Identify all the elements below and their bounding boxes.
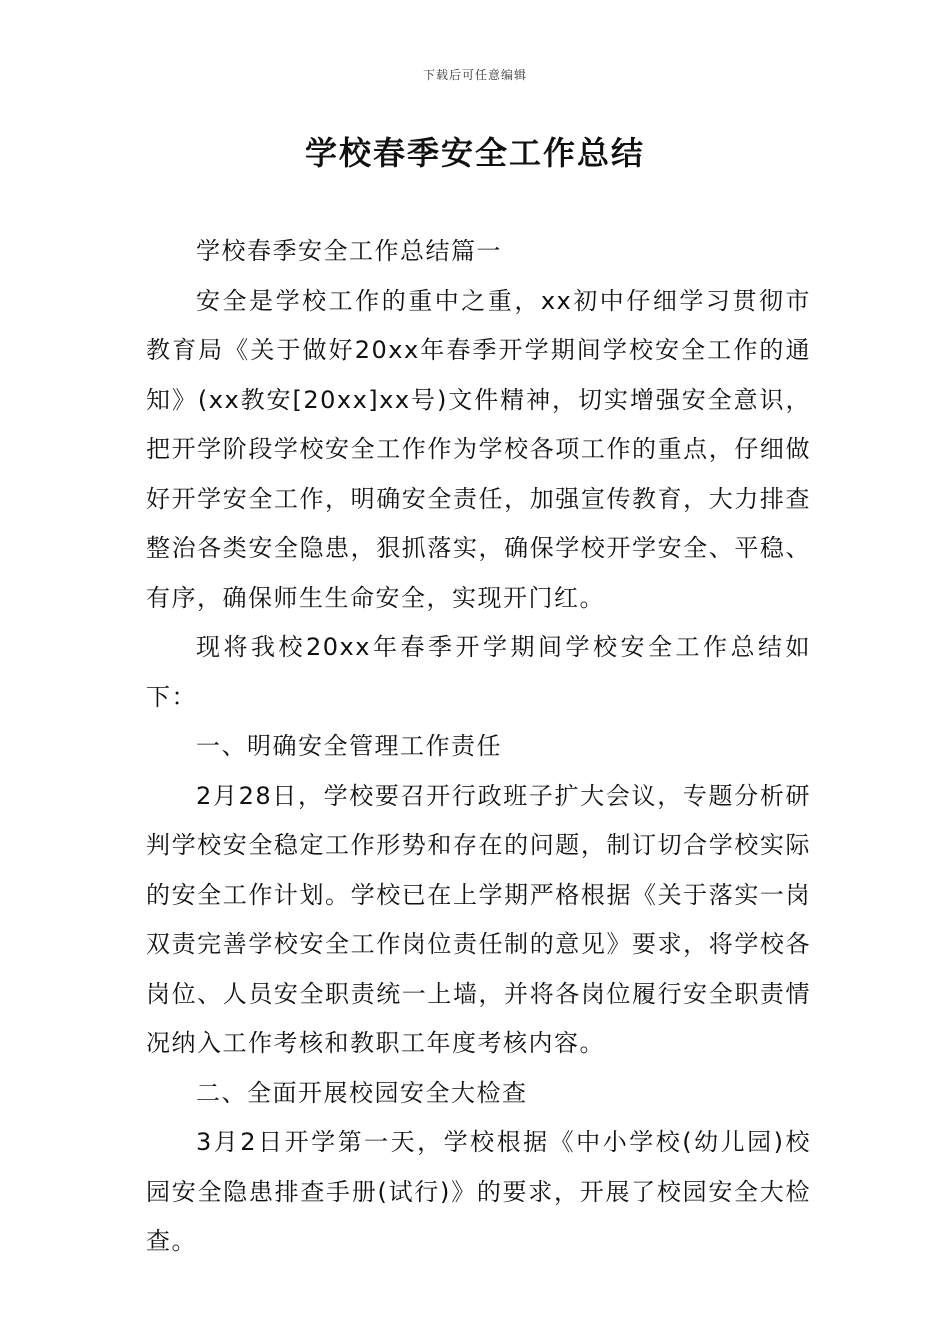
section-heading: 学校春季安全工作总结篇一 [196,237,502,265]
page-title: 学校春季安全工作总结 [304,134,645,172]
header-note: 下载后可任意编辑 [422,68,527,82]
paragraph: 3月2日开学第一天，学校根据《中小学校(幼儿园)校园安全隐患排查手册(试行)》的要求，开展了校园安全大检查。 [146,1128,811,1255]
section-heading: 一、明确安全管理工作责任 [196,732,502,760]
document-body [146,227,811,1267]
paragraph: 现将我校20xx年春季开学期间学校安全工作总结如下： [146,633,811,711]
paragraph: 2月28日，学校要召开行政班子扩大会议，专题分析研判学校安全稳定工作形势和存在的问题，制订切合学校实际的安全工作计划。学校已在上学期严格根据《关于落实一岗双责完善学校安全工作岗位责任制的意见》要求，将学校各岗位、人员安全职责统一上墙，并将各岗位履行安全职责情况纳入工作考核和教职工年度考核内容。 [146,781,811,1057]
paragraph: 安全是学校工作的重中之重，xx初中仔细学习贯彻市教育局《关于做好20xx年春季开学期间学校安全工作的通知》(xx教安[20xx]xx号)文件精神，切实增强安全意识，把开学阶段学校安全工作作为学校各项工作的重点，仔细做好开学安全工作，明确安全责任，加强宣传教育，大力排查整治各类安全隐患，狠抓落实，确保学校开学安全、平稳、有序，确保师生生命安全，实现开门红。 [146,286,811,612]
section-heading: 二、全面开展校园安全大检查 [196,1078,528,1107]
